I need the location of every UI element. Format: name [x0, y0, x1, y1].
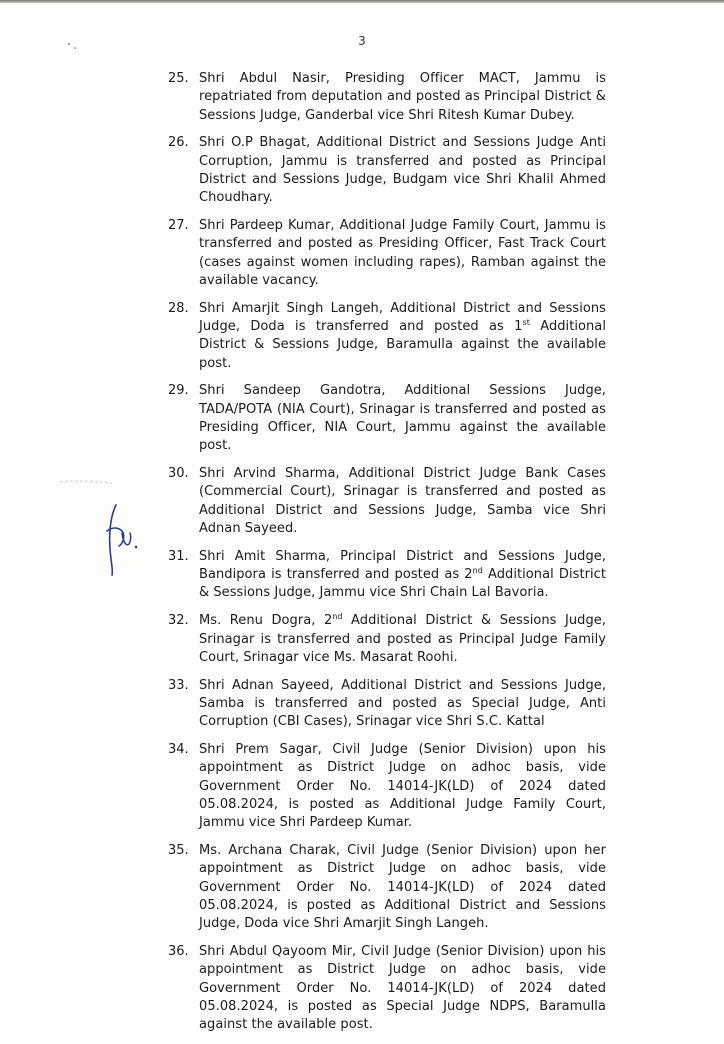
list-item — [168, 465, 606, 538]
item-number: 35. — [168, 842, 189, 858]
ordinal-suffix: nd — [332, 612, 343, 622]
ordinal-suffix: nd — [472, 566, 483, 576]
item-text-part: Additional District & Sessions Judge, Srinagar is transferred and posted as Principal Judge Family Court, Srinagar vice Ms. Masarat Roohi. — [199, 613, 607, 665]
item-text: Shri O.P Bhagat, Additional District and Sessions Judge Anti Corruption, Jammu is transferred and posted as Principal District and Sessions Judge, Budgam vice Shri Khalil Ahmed Choudhary. — [199, 135, 606, 206]
handwritten-initials-signature — [102, 497, 142, 577]
item-number: 36. — [168, 943, 189, 959]
item-text-part: Additional District & Sessions Judge, Jammu vice Shri Chain Lal Bavoria. — [199, 567, 606, 601]
list-item — [168, 677, 606, 732]
list-item — [168, 548, 606, 603]
item-text-part: Additional District & Sessions Judge, Baramulla against the available post. — [199, 319, 606, 371]
item-text-part: Shri Amit Sharma, Principal District and Sessions Judge, Bandipora is transferred and posted as 2 — [199, 548, 606, 583]
item-number: 29. — [168, 383, 189, 399]
item-text: Shri Arvind Sharma, Additional District Judge Bank Cases (Commercial Court), Srinagar is transferred and posted as Additional District and Sessions Judge, Samba vice Shri Adnan Sayeed. — [199, 466, 606, 537]
item-text: Shri Abdul Qayoom Mir, Civil Judge (Senior Division) upon his appointment as District Judge on adhoc basis, vide Government Order No. 14014-JK(LD) of 2024 dated 05.08.2024, is posted as Special Judge NDPS, Baramulla against the available post. — [199, 943, 606, 1033]
list-item — [168, 842, 606, 933]
transfer-orders-list — [168, 70, 606, 1044]
list-item — [168, 217, 606, 290]
list-item — [168, 943, 606, 1034]
item-text: Shri Abdul Nasir, Presiding Officer MACT, Jammu is repatriated from deputation and posted as Principal District & Sessions Judge, Ganderbal vice Shri Ritesh Kumar Dubey. — [199, 71, 606, 123]
item-text — [199, 612, 606, 667]
list-item — [168, 134, 606, 207]
list-item — [168, 382, 606, 455]
list-item — [168, 741, 606, 832]
item-number: 27. — [168, 218, 189, 234]
list-item — [168, 70, 606, 125]
list-item — [168, 300, 606, 373]
item-text-part: Shri Amarjit Singh Langeh, Additional District and Sessions Judge, Doda is transferred and posted as 1 — [199, 300, 606, 335]
item-text-part: Ms. Renu Dogra, 2 — [199, 613, 333, 629]
item-number: 31. — [168, 548, 189, 564]
item-text: Shri Pardeep Kumar, Additional Judge Family Court, Jammu is transferred and posted as Presiding Officer, Fast Track Court (cases against women including rapes), Ramban against the available vacancy. — [199, 218, 606, 288]
page-number: 3 — [358, 34, 366, 48]
item-number: 28. — [168, 300, 189, 316]
ordinal-suffix: st — [522, 318, 530, 328]
item-number: 34. — [168, 742, 189, 757]
scan-top-edge — [0, 0, 724, 3]
item-number: 30. — [168, 466, 189, 482]
item-text: Ms. Archana Charak, Civil Judge (Senior Division) upon her appointment as District Judge on adhoc basis, vide Government Order No. 14014-JK(LD) of 2024 dated 05.08.2024, is posted as Additional District and Sessions Judge, Doda vice Shri Amarjit Singh Langeh. — [199, 842, 606, 932]
item-number: 26. — [168, 135, 189, 151]
item-number: 33. — [168, 677, 189, 693]
item-text: Shri Sandeep Gandotra, Additional Sessions Judge, TADA/POTA (NIA Court), Srinagar is transferred and posted as Presiding Officer, NIA Court, Jammu against the available post. — [199, 383, 606, 454]
item-number: 32. — [168, 613, 189, 629]
scan-smudge — [58, 478, 114, 486]
item-number: 25. — [168, 71, 189, 86]
item-text — [199, 300, 606, 373]
item-text: Shri Prem Sagar, Civil Judge (Senior Division) upon his appointment as District Judge on adhoc basis, vide Government Order No. 14014-JK(LD) of 2024 dated 05.08.2024, is posted as Additional Judge Family Court, Jammu vice Shri Pardeep Kumar. — [199, 742, 606, 831]
list-item — [168, 612, 606, 667]
item-text — [199, 548, 606, 603]
item-text: Shri Adnan Sayeed, Additional District and Sessions Judge, Samba is transferred and posted as Special Judge, Anti Corruption (CBI Cases), Srinagar vice Shri S.C. Kattal — [199, 677, 606, 730]
